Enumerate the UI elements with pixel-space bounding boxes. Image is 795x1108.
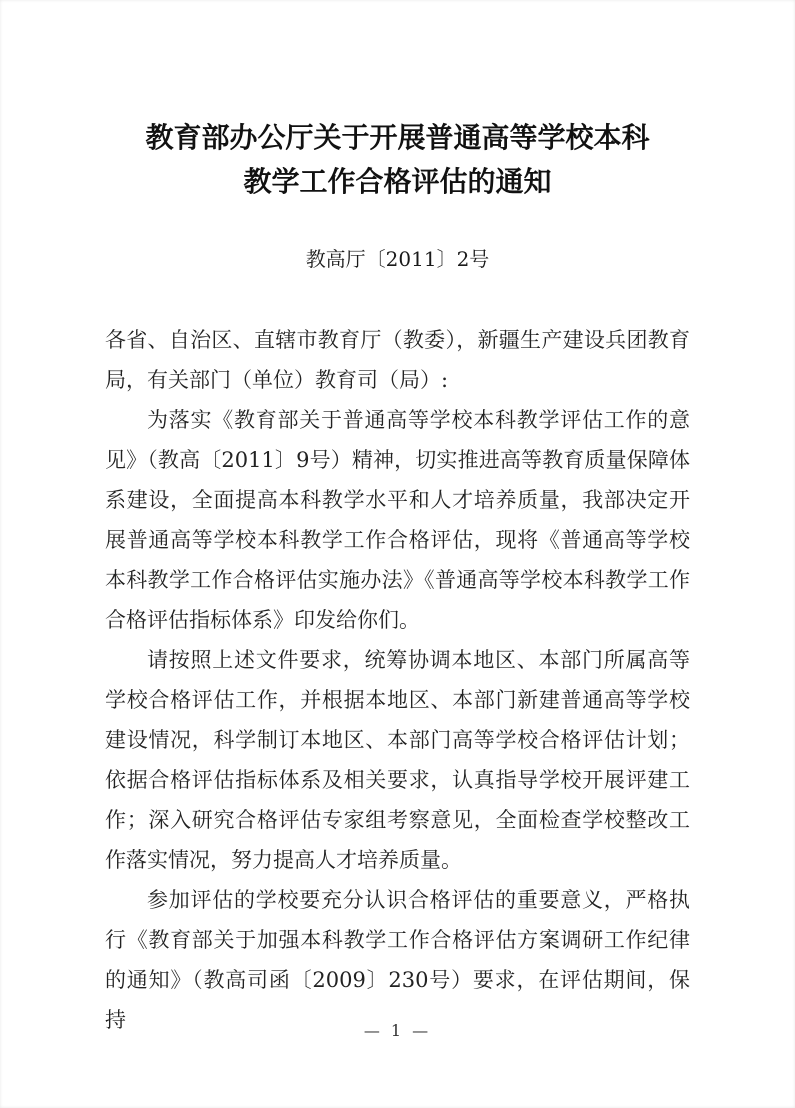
body-line: 建设情况，科学制订本地区、本部门高等学校合格评估计划； — [105, 728, 690, 752]
body-line: 参加评估的学校要充分认识合格评估的重要意义，严格执 — [147, 888, 690, 912]
page-number: — 1 — — [363, 1021, 432, 1040]
document-body — [105, 320, 690, 1032]
doc-number: 教高厅〔2011〕2号 — [305, 247, 490, 271]
document-title-line-2: 教学工作合格评估的通知 — [243, 165, 552, 198]
document-title-line-1: 教育部办公厅关于开展普通高等学校本科 — [145, 121, 650, 154]
body-line: 见》（教高〔2011〕9号）精神，切实推进高等教育质量保障体 — [105, 448, 690, 472]
body-line: 系建设，全面提高本科教学水平和人才培养质量，我部决定开 — [105, 488, 690, 512]
document-title — [0, 116, 795, 204]
body-line: 展普通高等学校本科教学工作合格评估，现将《普通高等学校 — [105, 528, 690, 552]
body-line: 的通知》（教高司函〔2009〕230号）要求，在评估期间，保持 — [105, 968, 690, 1032]
body-line: 合格评估指标体系》印发给你们。 — [105, 608, 420, 632]
body-line: 局，有关部门（单位）教育司（局）: — [105, 368, 449, 392]
body-line: 依据合格评估指标体系及相关要求，认真指导学校开展评建工 — [105, 768, 690, 792]
body-line: 请按照上述文件要求，统筹协调本地区、本部门所属高等 — [147, 648, 690, 672]
body-line: 行《教育部关于加强本科教学工作合格评估方案调研工作纪律 — [105, 928, 690, 952]
body-line: 作落实情况，努力提高人才培养质量。 — [105, 848, 462, 872]
body-line: 学校合格评估工作，并根据本地区、本部门新建普通高等学校 — [105, 688, 690, 712]
body-line: 作；深入研究合格评估专家组考察意见，全面检查学校整改工 — [105, 808, 690, 832]
body-line: 本科教学工作合格评估实施办法》《普通高等学校本科教学工作 — [105, 568, 690, 592]
body-line: 为落实《教育部关于普通高等学校本科教学评估工作的意 — [147, 408, 690, 432]
body-line: 各省、自治区、直辖市教育厅（教委），新疆生产建设兵团教育 — [105, 328, 690, 352]
